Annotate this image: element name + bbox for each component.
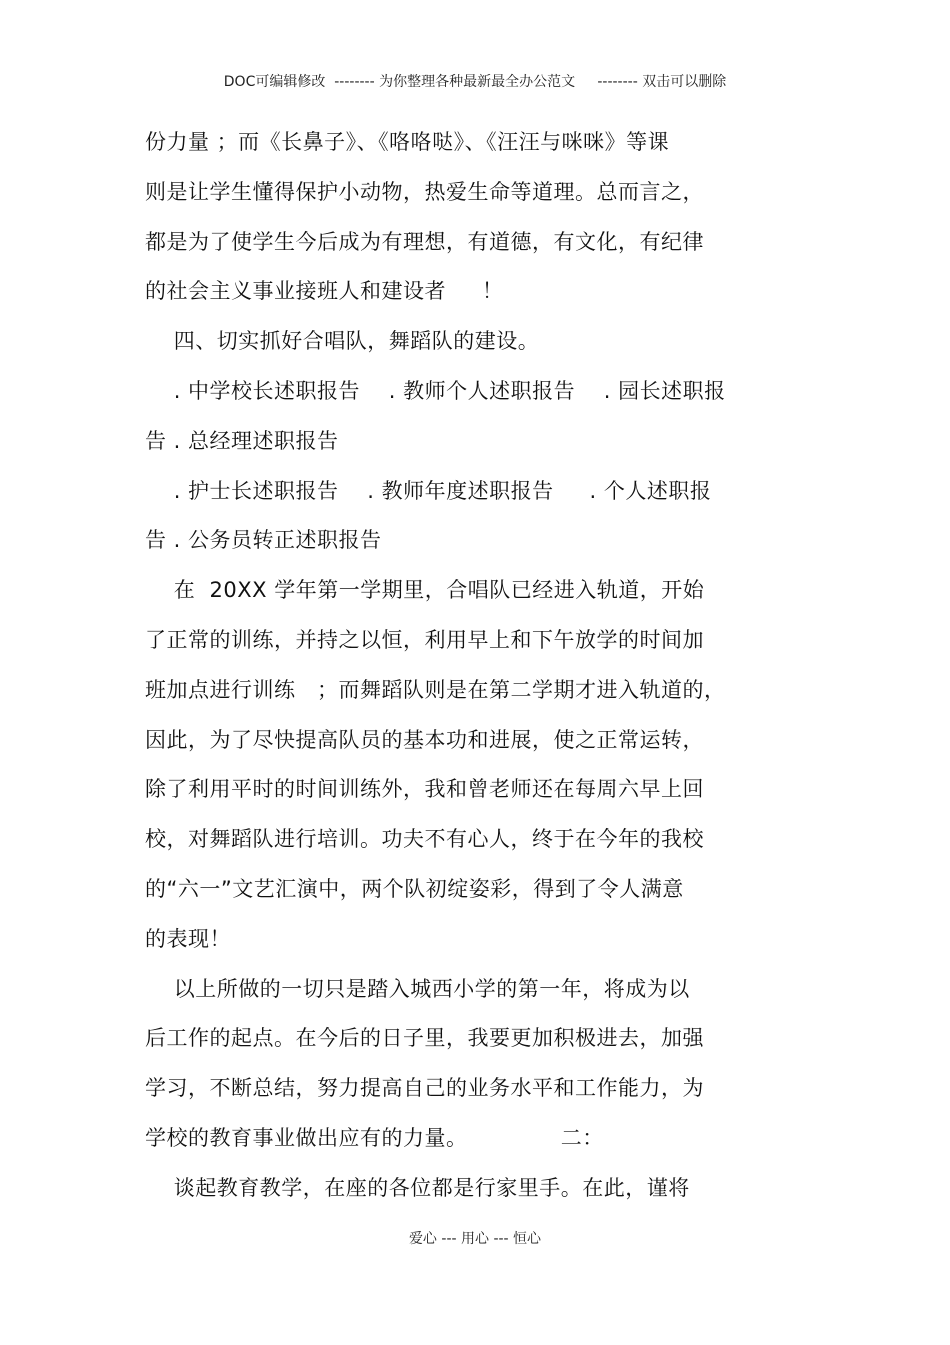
- text-line: 班加点进行训练 ；而舞蹈队则是在第二学期才进入轨道的，: [145, 677, 726, 702]
- text-line: 的表现！: [145, 926, 231, 951]
- text-line: 校，对舞蹈队进行培训。功夫不有心人，终于在今年的我校: [145, 827, 704, 852]
- text-line: 份力量 ；而《长鼻子》、《咯咯哒》、《汪汪与咪咪》等课: [145, 130, 670, 154]
- text-line: 除了利用平时的时间训练外，我和曾老师还在每周六早上回: [145, 777, 704, 802]
- document-body: [145, 118, 825, 1214]
- text-line: 的“六一”文艺汇演中，两个队初绽姿彩，得到了令人满意: [145, 876, 684, 901]
- text-line: 学习，不断总结，努力提高自己的业务水平和工作能力，为: [145, 1076, 704, 1101]
- text-line: 了正常的训练，并持之以恒，利用早上和下午放学的时间加: [145, 627, 704, 652]
- text-line: . 护士长述职报告 . 教师年度述职报告 . 个人述职报: [145, 478, 712, 503]
- page-footer: 爱心 --- 用心 --- 恒心: [408, 1231, 542, 1247]
- text-line: 以上所做的一切只是踏入城西小学的第一年，将成为以: [145, 976, 690, 1001]
- text-line: 告 . 总经理述职报告: [145, 428, 339, 453]
- text-line: 的社会主义事业接班人和建设者 ！: [145, 279, 504, 304]
- text-line: 都是为了使学生今后成为有理想，有道德，有文化，有纪律: [145, 229, 704, 254]
- section-heading: 四、切实抓好合唱队，舞蹈队的建设。: [145, 329, 540, 354]
- text-line: 则是让学生懂得保护小动物，热爱生命等道理。总而言之，: [145, 179, 704, 204]
- text-line: 因此，为了尽快提高队员的基本功和进展，使之正常运转，: [145, 727, 704, 752]
- page-header: DOC可编辑修改 -------- 为你整理各种最新最全办公范文 -------- 双击可以删除: [223, 74, 727, 90]
- text-line: 谈起教育教学，在座的各位都是行家里手。在此，谨将: [145, 1175, 690, 1200]
- text-line: 告 . 公务员转正述职报告: [145, 528, 382, 553]
- text-line: 在 20XX 学年第一学期里，合唱队已经进入轨道，开始: [145, 578, 705, 603]
- text-line: 学校的教育事业做出应有的力量。 二：: [145, 1125, 604, 1150]
- text-line: . 中学校长述职报告 . 教师个人述职报告 . 园长述职报: [145, 378, 726, 403]
- text-line: 后工作的起点。在今后的日子里，我要更加积极进去，加强: [145, 1026, 704, 1051]
